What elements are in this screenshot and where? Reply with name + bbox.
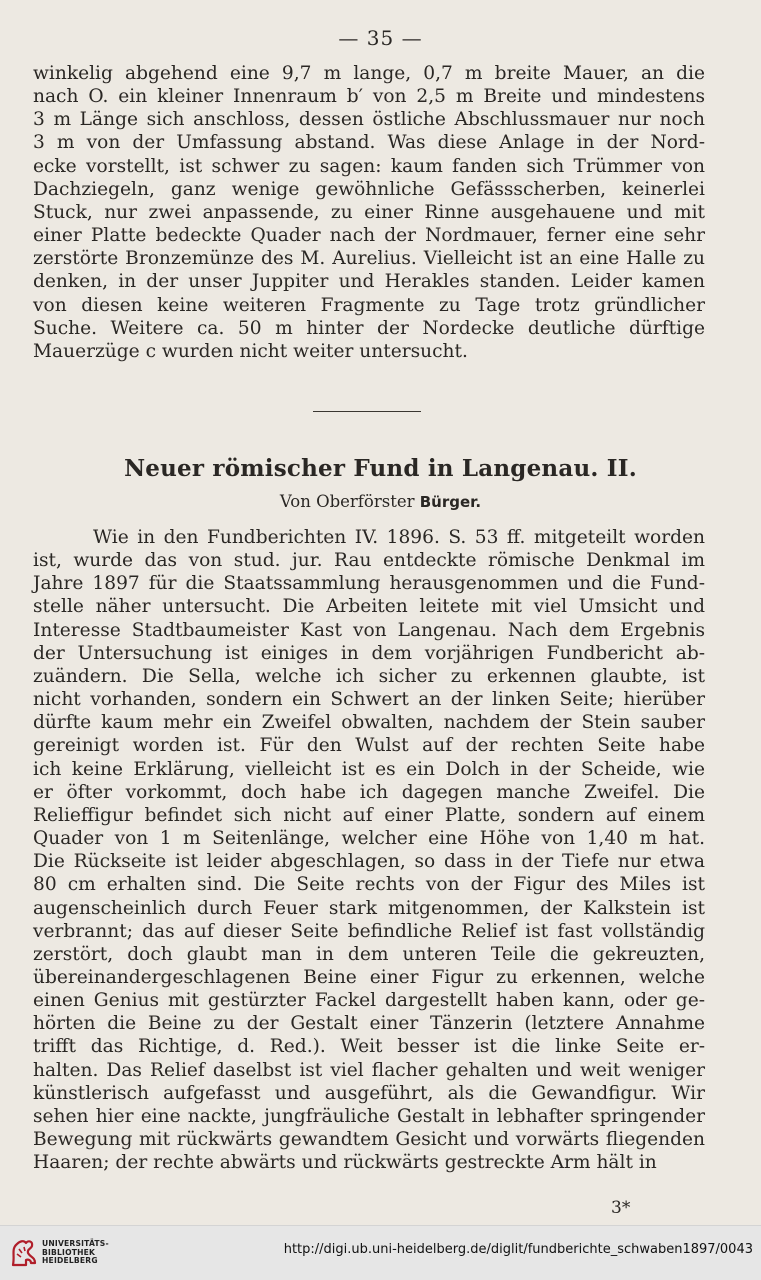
section-divider [313,411,421,412]
text-line: 3 m Länge sich anschloss, dessen östliche Abschlussmauer nur noch [33,109,705,131]
library-name-line-2: BIBLIOTHEK [42,1247,96,1257]
text-line: 3 m von der Umfassung abstand. Was diese Anlage in der Nord- [33,132,705,154]
text-line: von diesen keine weiteren Fragmente zu Tage trotz gründlicher [33,294,705,316]
text-line: ist, wurde das von stud. jur. Rau entdeckte römische Denkmal im [33,550,705,572]
library-footer [0,1225,761,1280]
text-line: augenscheinlich durch Feuer stark mitgenommen, der Kalkstein ist [33,897,705,919]
article-byline [0,492,761,511]
text-line: Bewegung mit rückwärts gewandtem Gesicht und vorwärts fliegenden [33,1129,705,1151]
library-name-line-3: HEIDELBERG [42,1256,98,1266]
text-line: Mauerzüge c wurden nicht weiter untersucht. [33,340,468,362]
byline-author: Bürger. [419,493,482,511]
text-line: Dachziegeln, ganz wenige gewöhnliche Gefässscherben, keinerlei [33,178,705,200]
text-line: zerstört, doch glaubt man in dem unteren Teile die gekreuzten, [33,943,705,965]
text-line: Jahre 1897 für die Staatssammlung herausgenommen und die Fund- [33,573,705,595]
text-line: zuändern. Die Sella, welche ich sicher zu erkennen glaubte, ist [33,665,705,687]
page-number: — 35 — [338,26,423,50]
text-line: ecke vorstellt, ist schwer zu sagen: kaum fanden sich Trümmer von [33,155,705,177]
text-line: Die Rückseite ist leider abgeschlagen, so dass in der Tiefe nur etwa [33,851,705,873]
text-line: der Untersuchung ist einiges in dem vorjährigen Fundbericht ab- [33,642,705,664]
text-line: denken, in der unser Juppiter und Herakles standen. Leider kamen [33,271,705,293]
text-line: Haaren; der rechte abwärts und rückwärts gestreckte Arm hält in [33,1152,657,1174]
paragraph-article-body [33,526,705,1174]
text-line: nach O. ein kleiner Innenraum b′ von 2,5 m Breite und mindestens [33,86,705,108]
text-line: dürfte kaum mehr ein Zweifel obwalten, nachdem der Stein sauber [33,712,705,734]
text-line: stelle näher untersucht. Die Arbeiten leitete mit viel Umsicht und [33,596,705,618]
text-line: er öfter vorkommt, doch habe ich dagegen manche Zweifel. Die [33,781,705,803]
paragraph-continuation [33,62,705,363]
text-line: ich keine Erklärung, vielleicht ist es ein Dolch in der Scheide, wie [33,758,705,780]
signature-mark: 3* [611,1198,631,1218]
text-line: einer Platte bedeckte Quader nach der Nordmauer, ferner eine sehr [33,225,705,247]
text-line: sehen hier eine nackte, jungfräuliche Gestalt in lebhafter springender [33,1105,705,1127]
text-line: verbrannt; das auf dieser Seite befindliche Relief ist fast vollständig [33,920,705,942]
text-line: Quader von 1 m Seitenlänge, welcher eine Höhe von 1,40 m hat. [33,828,705,850]
library-name-line-1: UNIVERSITÄTS- [42,1239,109,1248]
library-name [42,1240,109,1266]
text-line: übereinandergeschlagenen Beine einer Figur zu erkennen, welche [33,966,705,988]
text-line: Wie in den Fundberichten IV. 1896. S. 53 ff. mitgeteilt worden [93,527,705,548]
text-line: Relieffigur befindet sich nicht auf einer Platte, sondern auf einem [33,804,705,826]
heidelberg-lion-logo-icon [7,1235,41,1269]
text-line: trifft das Richtige, d. Red.). Weit besser ist die linke Seite er- [33,1036,705,1058]
text-line: Interesse Stadtbaumeister Kast von Langenau. Nach dem Ergebnis [33,619,705,641]
text-line: Stuck, nur zwei anpassende, zu einer Rinne ausgehauene und mit [33,201,705,223]
text-line: nicht vorhanden, sondern ein Schwert an der linken Seite; hierüber [33,689,705,711]
article-title: Neuer römischer Fund in Langenau. II. [124,455,637,482]
text-line: zerstörte Bronzemünze des M. Aurelius. Vielleicht ist an eine Halle zu [33,248,705,270]
text-line: Suche. Weitere ca. 50 m hinter der Nordecke deutliche dürftige [33,317,705,339]
text-line: halten. Das Relief daselbst ist viel flacher gehalten und weit weniger [33,1059,705,1081]
text-line: winkelig abgehend eine 9,7 m lange, 0,7 m breite Mauer, an die [33,63,705,84]
text-line: 80 cm erhalten sind. Die Seite rechts von der Figur des Miles ist [33,874,705,896]
byline-prefix: Von Oberförster [279,492,415,511]
text-line: einen Genius mit gestürzter Fackel dargestellt haben kann, oder ge- [33,990,705,1012]
text-line: hörten die Beine zu der Gestalt einer Tänzerin (letztere Annahme [33,1013,705,1035]
permalink-url[interactable]: http://digi.ub.uni-heidelberg.de/diglit/fundberichte_schwaben1897/0043 [283,1242,753,1257]
text-line: gereinigt worden ist. Für den Wulst auf der rechten Seite habe [33,735,705,757]
text-line: künstlerisch aufgefasst und ausgeführt, als die Gewandfigur. Wir [33,1082,705,1104]
